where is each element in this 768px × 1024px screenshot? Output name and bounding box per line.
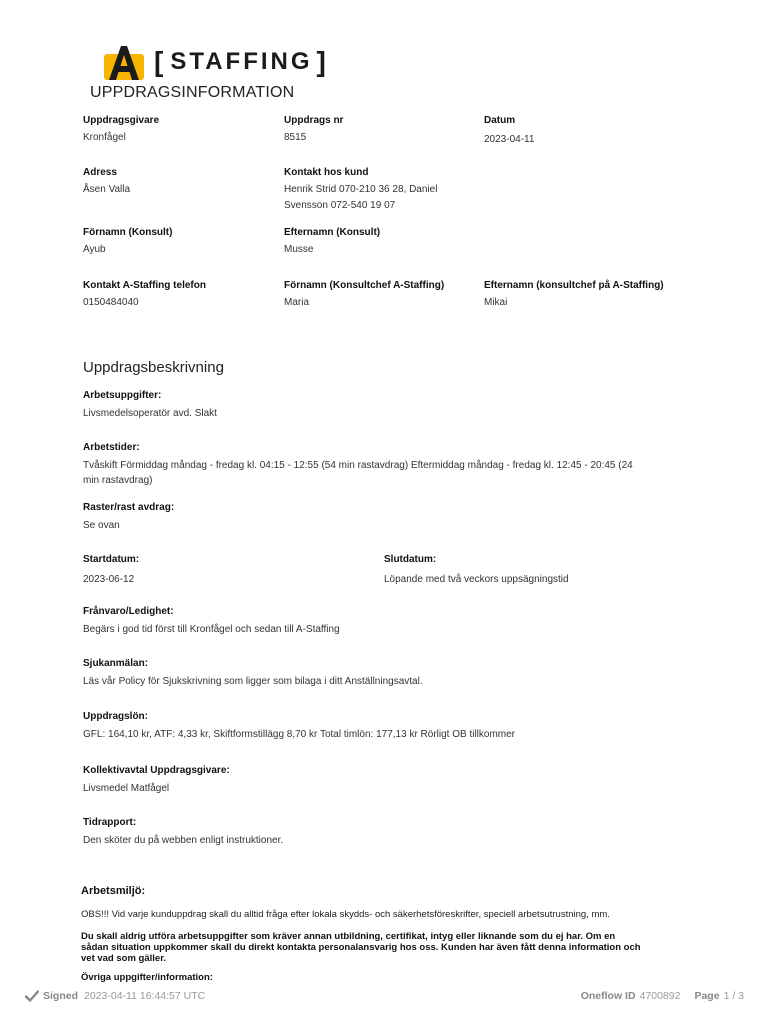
field-efternamn-konsult: [284, 226, 484, 258]
block-label: Sjukanmälan:: [83, 658, 149, 669]
field-value: Musse: [284, 244, 314, 255]
arbetsmiljo-heading: Arbetsmiljö:: [81, 885, 146, 897]
field-value: Maria: [284, 297, 310, 308]
field-label: Kontakt hos kund: [284, 167, 369, 178]
arbetsmiljo-obs-text: OBS!!! Vid varje kunduppdrag skall du alltid fråga efter lokala skydds- och säkerhetsföreskrifter, speciell arbetsutrustning, mm.: [81, 909, 610, 920]
field-datum: [484, 114, 684, 148]
block-value: Den sköter du på webben enligt instruktioner.: [83, 835, 284, 846]
signature-status: [25, 990, 205, 1002]
block-label: Startdatum:: [83, 554, 140, 565]
field-label: Kontakt A-Staffing telefon: [83, 280, 206, 291]
field-label: Förnamn (Konsult): [83, 227, 173, 238]
field-value: Åsen Valla: [83, 184, 131, 195]
block-label: Raster/rast avdrag:: [83, 502, 175, 513]
block-slutdatum: [384, 553, 704, 587]
block-value: Löpande med två veckors uppsägningstid: [384, 574, 569, 585]
field-value: Kronfågel: [83, 132, 126, 143]
field-value: 8515: [284, 132, 307, 143]
oneflow-id-value: 4700892: [639, 990, 681, 1002]
block-value-line1: Tvåskift Förmiddag måndag - fredag kl. 04:15 - 12:55 (54 min rastavdrag) Eftermiddag måndag - fredag kl. 12:45 - 20:45 (24: [83, 460, 633, 471]
field-fornamn-konsultchef: [284, 279, 484, 311]
field-kontakt-hos-kund: [284, 166, 484, 214]
page-label: Page: [694, 990, 720, 1002]
company-logo: [104, 44, 333, 80]
block-arbetstider: [83, 441, 693, 488]
field-fornamn-konsult: [83, 226, 283, 258]
field-uppdragsgivare: [83, 114, 283, 146]
field-value: 2023-04-11: [484, 134, 535, 145]
page-number: 1 / 3: [723, 990, 744, 1002]
block-label: Frånvaro/Ledighet:: [83, 606, 174, 617]
block-uppdragslon: [83, 710, 693, 742]
block-label: Kollektivavtal Uppdragsgivare:: [83, 765, 230, 776]
field-efternamn-konsultchef: [484, 279, 714, 311]
field-label: Datum: [484, 115, 516, 126]
oneflow-id-label: Oneflow ID: [580, 990, 636, 1002]
block-arbetsuppgifter: [83, 389, 693, 421]
block-label: Slutdatum:: [384, 554, 437, 565]
block-value: Se ovan: [83, 520, 120, 531]
field-value-line1: Henrik Strid 070-210 36 28, Daniel: [284, 184, 438, 195]
arbetsmiljo-warning-line3: vet vad som gäller.: [81, 953, 167, 964]
block-startdatum: [83, 553, 363, 587]
ovriga-uppgifter-label: Övriga uppgifter/information:: [81, 972, 213, 983]
field-adress: [83, 166, 283, 198]
field-uppdrags-nr: [284, 114, 484, 146]
block-tidrapport: [83, 816, 693, 848]
field-kontakt-telefon: [83, 279, 283, 311]
block-label: Arbetsuppgifter:: [83, 390, 162, 401]
field-label: Förnamn (Konsultchef A-Staffing): [284, 280, 445, 291]
field-value: 0150484040: [83, 297, 139, 308]
field-label: Efternamn (konsultchef på A-Staffing): [484, 280, 664, 291]
document-meta: [581, 990, 744, 1002]
block-label: Tidrapport:: [83, 817, 137, 828]
field-label: Adress: [83, 167, 117, 178]
block-label: Uppdragslön:: [83, 711, 148, 722]
block-value-line2: min rastavdrag): [83, 475, 153, 486]
arbetsmiljo-warning-line2: sådan situation uppkommer skall du direkt kontakta personalansvarig hos oss. Kunden har även fått denna information och: [81, 942, 641, 953]
block-value: 2023-06-12: [83, 574, 135, 585]
logo-wordmark: [ STAFFING ]: [154, 46, 329, 77]
block-franvaro: [83, 605, 693, 637]
signed-time: 2023-04-11 16:44:57 UTC: [84, 990, 206, 1002]
field-label: Efternamn (Konsult): [284, 227, 381, 238]
field-value-line2: Svensson 072-540 19 07: [284, 200, 396, 211]
block-value: Begärs i god tid först till Kronfågel och sedan till A-Staffing: [83, 624, 340, 635]
check-icon: [25, 990, 39, 1002]
signed-label: Signed: [43, 990, 79, 1002]
field-label: Uppdrags nr: [284, 115, 344, 126]
field-label: Uppdragsgivare: [83, 115, 160, 126]
field-value: Mikai: [484, 297, 508, 308]
document-footer: [0, 990, 768, 1008]
block-raster: [83, 501, 693, 533]
block-label: Arbetstider:: [83, 442, 140, 453]
block-kollektivavtal: [83, 764, 693, 796]
page-title: UPPDRAGSINFORMATION: [90, 84, 295, 101]
block-value: GFL: 164,10 kr, ATF: 4,33 kr, Skiftformstillägg 8,70 kr Total timlön: 177,13 kr Rörligt OB tillkommer: [83, 729, 516, 740]
block-sjukanmalan: [83, 657, 693, 689]
logo-a-icon: [104, 44, 144, 80]
block-value: Livsmedelsoperatör avd. Slakt: [83, 408, 217, 419]
block-value: Livsmedel Matfågel: [83, 783, 170, 794]
section-heading: Uppdragsbeskrivning: [83, 359, 224, 376]
arbetsmiljo-warning-line1: Du skall aldrig utföra arbetsuppgifter som kräver annan utbildning, certifikat, intyg eller liknande som du ej har. Om en: [81, 931, 616, 942]
block-value: Läs vår Policy för Sjukskrivning som ligger som bilaga i ditt Anställningsavtal.: [83, 676, 423, 687]
field-value: Ayub: [83, 244, 106, 255]
